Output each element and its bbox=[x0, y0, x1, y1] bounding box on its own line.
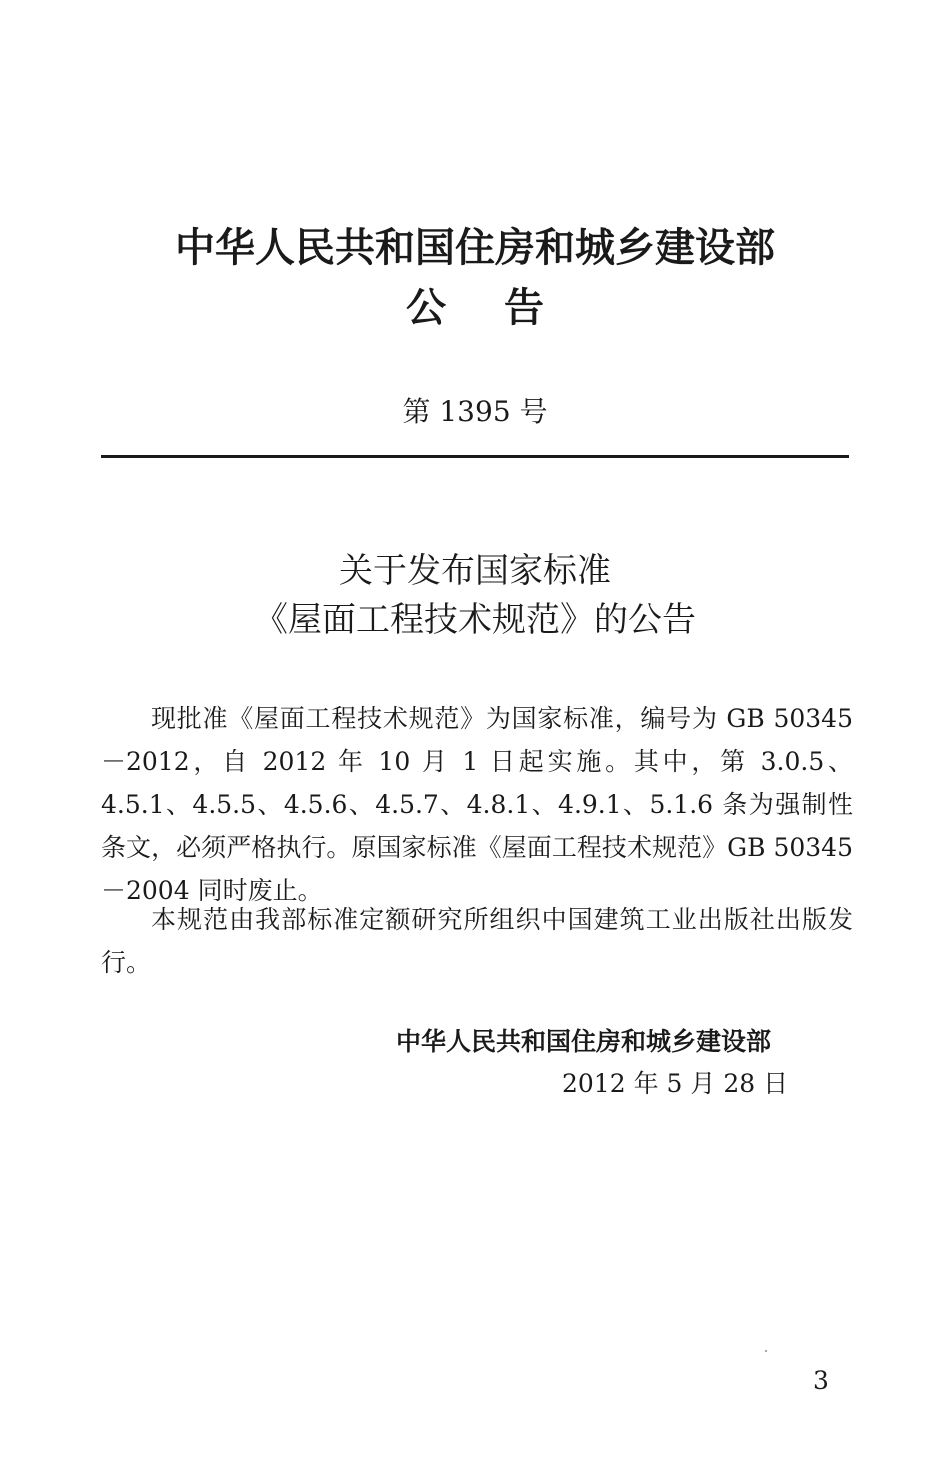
scan-speck bbox=[765, 1350, 767, 1352]
body-paragraph-1: 现批准《屋面工程技术规范》为国家标准，编号为 GB 50345－2012，自 2012 年 10 月 1 日起实施。其中，第 3.0.5、4.5.1、4.5.5、4.5.6、4.5.7、4.8.1、4.9.1、5.1.6 条为强制性条文，必须严格执行。原国家标准《屋面工程技术规范》GB 50345－2004 同时废止。 bbox=[101, 704, 853, 905]
horizontal-rule bbox=[101, 455, 849, 458]
notice-heading: 公告 bbox=[406, 285, 602, 331]
ministry-title: 中华人民共和国住房和城乡建设部 bbox=[175, 225, 775, 271]
signature-organization: 中华人民共和国住房和城乡建设部 bbox=[396, 1027, 772, 1056]
page-number: 3 bbox=[813, 1366, 829, 1395]
subject-title-line-2: 《屋面工程技术规范》的公告 bbox=[254, 600, 696, 640]
body-paragraph-2: 本规范由我部标准定额研究所组织中国建筑工业出版社出版发行。 bbox=[101, 905, 853, 977]
signature-date: 2012 年 5 月 28 日 bbox=[562, 1069, 789, 1098]
subject-title-line-1: 关于发布国家标准 bbox=[339, 551, 611, 591]
notice-number: 第 1395 号 bbox=[402, 395, 548, 428]
